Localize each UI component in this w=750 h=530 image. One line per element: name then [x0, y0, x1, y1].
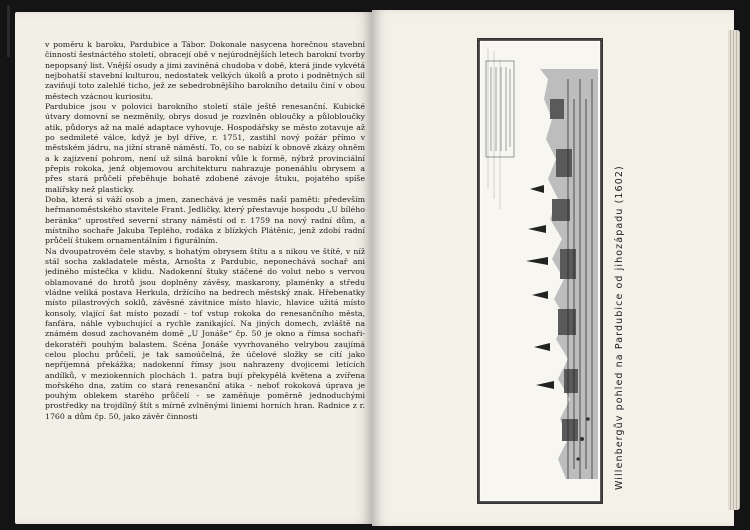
- binding-mark: [5, 5, 14, 57]
- paragraph-1: v poměru k baroku, Pardubice a Tábor. Dokonale nasycena horečnou stavební činností šestnáctého století, obracejí obě v nejúrodnějších letech barokní tvorby nepopsaný list. Vnější osudy a jimi zaviněná chudoba v době, která jinde vykvétá nejbohatší stavební kulturou, nedostatek velkých úkolů a proto i podnětných sil zaviňují toto zalehlé ticho, jež ze sebedrobnějšího barokního detailu činí v obou městech vzácnou kuriositu.: [45, 40, 365, 101]
- paragraph-2: Pardubice jsou v polovici barokního století stále ještě renesanční. Kubické útvary domovní se nezměnily, obrys dosud je rozvlněn obloučky a půlobloučky atik, půdorys až na malé adaptace vyhovuje. Hospodářsky se město zotavuje až po sedmileté válce, když je byl dříve, r. 1751, zastihl nový požár přímo v městském jádru, na jižní straně náměstí. To, co se nabízí k obnově zkázy ohněm a k zajizvení pohrom, není už silná barokní vůle k formě, nýbrž provinciální přepis rokoka, jenž objemovou architekturu nahrazuje ponenáhlu obrysem a přes stará průčelí přeběhuje bohatě zdobené závoje štuku, pojatého spíše malířsky než plasticky.: [45, 101, 365, 194]
- engraving-plate: [477, 38, 603, 504]
- paragraph-4: Na dvoupatrovém čele stavby, s bohatým obrysem štítu a s nikou ve štítě, v níž stál socha zakladatele města, Arnošta z Pardubic, neponechává sochař ani jediného místečka v klidu. Nadokenní štuky stáčené do volut nebo s vervou oblamované do hrotů jsou doplněny závěsy, maskarony, plaménky a středu vládne veliká postava Herkula, držícího na bedrech městský znak. Hřebenatky místo pilastrových soklů, závěsné závitnice místo hlavic, hlavice užitá místo konsoly, vlající šat místo pozadí - tof vstup rokoka do renesančního města, fanfára, náhle vybuchující a rychle zanikající. Na jiných domech, zvláště na známém dosud zachovaném domě „U Jonáše“ čp. 50 je okno a římsa sochaři-dekoratéři pouhým balastem. Scéna Jonáše vyvrhovaného velrybou zaujímá celou plochu průčelí, je tak samoúčelná, že účelové složky se cítí jako nepříjemná překážka; nadokenní římsy jsou nahrazeny dvojicemi letících andílků, v meziokenních plochách 1. patra bují překypělá květena a zvířena mořského dna, zatím co stará renesanční atika - neboť rokoková úprava je pouhým oblekem starého průčelí - se zaměňuje poměrně jednoduchými prostředky na trojdílný štít s mírně zvlněnými liniemi horních hran. Radnice z r. 1760 a dům čp. 50, jako závěr činnosti: [45, 246, 365, 421]
- page-edges: [728, 30, 740, 510]
- left-page-text: [45, 40, 365, 510]
- paragraph-3: Doba, která si váží osob a jmen, zanechává je vesměs naší paměti: především heřmanoměstského stavitele Frant. Jedličky, který přestavuje hospodu „U bílého beránka“ uprostřed severní strany náměstí od r. 1759 na nový radní dům, a místního sochaře Jakuba Teplého, rodáka z blízkých Plátěnic, jenž zdobí radní průčelí štukem ornamentálním i figurálním.: [45, 194, 365, 246]
- plate-caption: Willenbergův pohled na Pardubice od jihozápadu (1602): [614, 165, 625, 490]
- town-view-engraving: [478, 39, 602, 503]
